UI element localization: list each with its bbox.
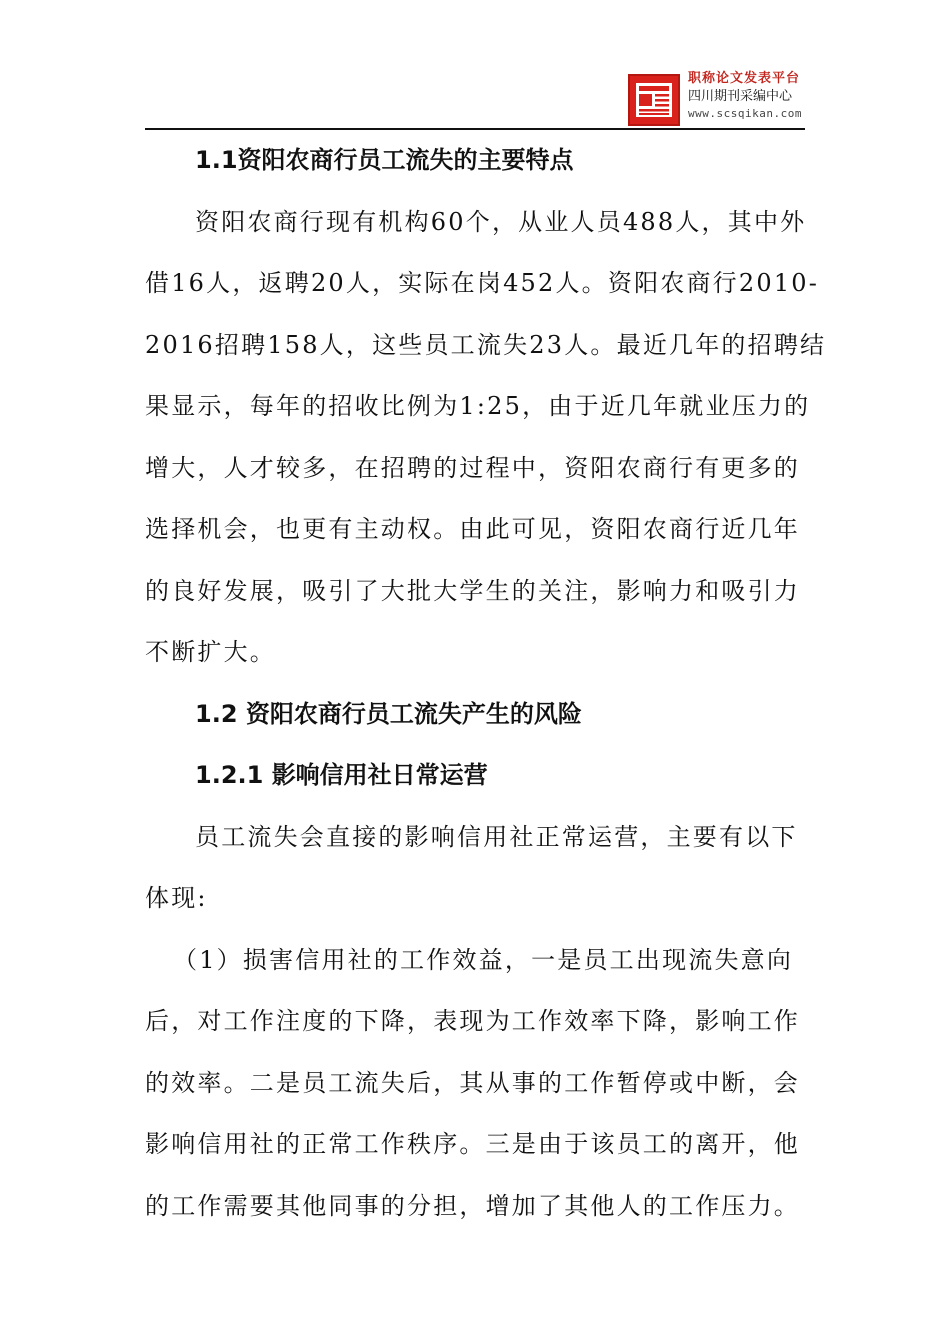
paragraph-1-line: 资阳农商行现有机构60个，从业人员488人，其中外 [195, 207, 807, 236]
brand-name: 四川期刊采编中心 [688, 89, 793, 104]
paragraph-1-line: 2016招聘158人，这些员工流失23人。最近几年的招聘结 [145, 330, 827, 359]
heading-1-1: 1.1资阳农商行员工流失的主要特点 [195, 146, 574, 174]
paragraph-3-line: 的工作需要其他同事的分担，增加了其他人的工作压力。 [145, 1191, 800, 1220]
paragraph-1-line: 借16人，返聘20人，实际在岗452人。资阳农商行2010- [145, 269, 820, 297]
paragraph-3-line: 后，对工作注度的下降，表现为工作效率下降，影响工作 [145, 1007, 800, 1035]
paragraph-1-line: 果显示，每年的招收比例为1:25，由于近几年就业压力的 [145, 392, 811, 420]
paragraph-1-line: 的良好发展，吸引了大批大学生的关注，影响力和吸引力 [145, 576, 800, 605]
page-header [0, 0, 950, 130]
brand-text [688, 70, 868, 122]
heading-1-2-1: 1.2.1 影响信用社日常运营 [195, 761, 488, 789]
document-body [145, 130, 827, 1237]
paragraph-3-line: 的效率。二是员工流失后，其从事的工作暂停或中断，会 [145, 1068, 800, 1097]
paragraph-2-line: 员工流失会直接的影响信用社正常运营，主要有以下 [195, 822, 798, 851]
paragraph-3-line: 影响信用社的正常工作秩序。三是由于该员工的离开，他 [145, 1130, 800, 1158]
paragraph-1-line: 选择机会，也更有主动权。由此可见，资阳农商行近几年 [145, 515, 800, 543]
newspaper-logo-icon [628, 74, 680, 126]
paragraph-3-line: （1）损害信用社的工作效益，一是员工出现流失意向 [173, 945, 794, 974]
paragraph-1-line: 不断扩大。 [145, 638, 276, 666]
paragraph-1-line: 增大，人才较多，在招聘的过程中，资阳农商行有更多的 [145, 453, 800, 482]
paragraph-2-line: 体现: [145, 884, 208, 912]
brand-url: www.scsqikan.com [688, 107, 802, 120]
heading-1-2: 1.2 资阳农商行员工流失产生的风险 [195, 699, 582, 728]
brand-slogan: 职称论文发表平台 [688, 71, 801, 86]
